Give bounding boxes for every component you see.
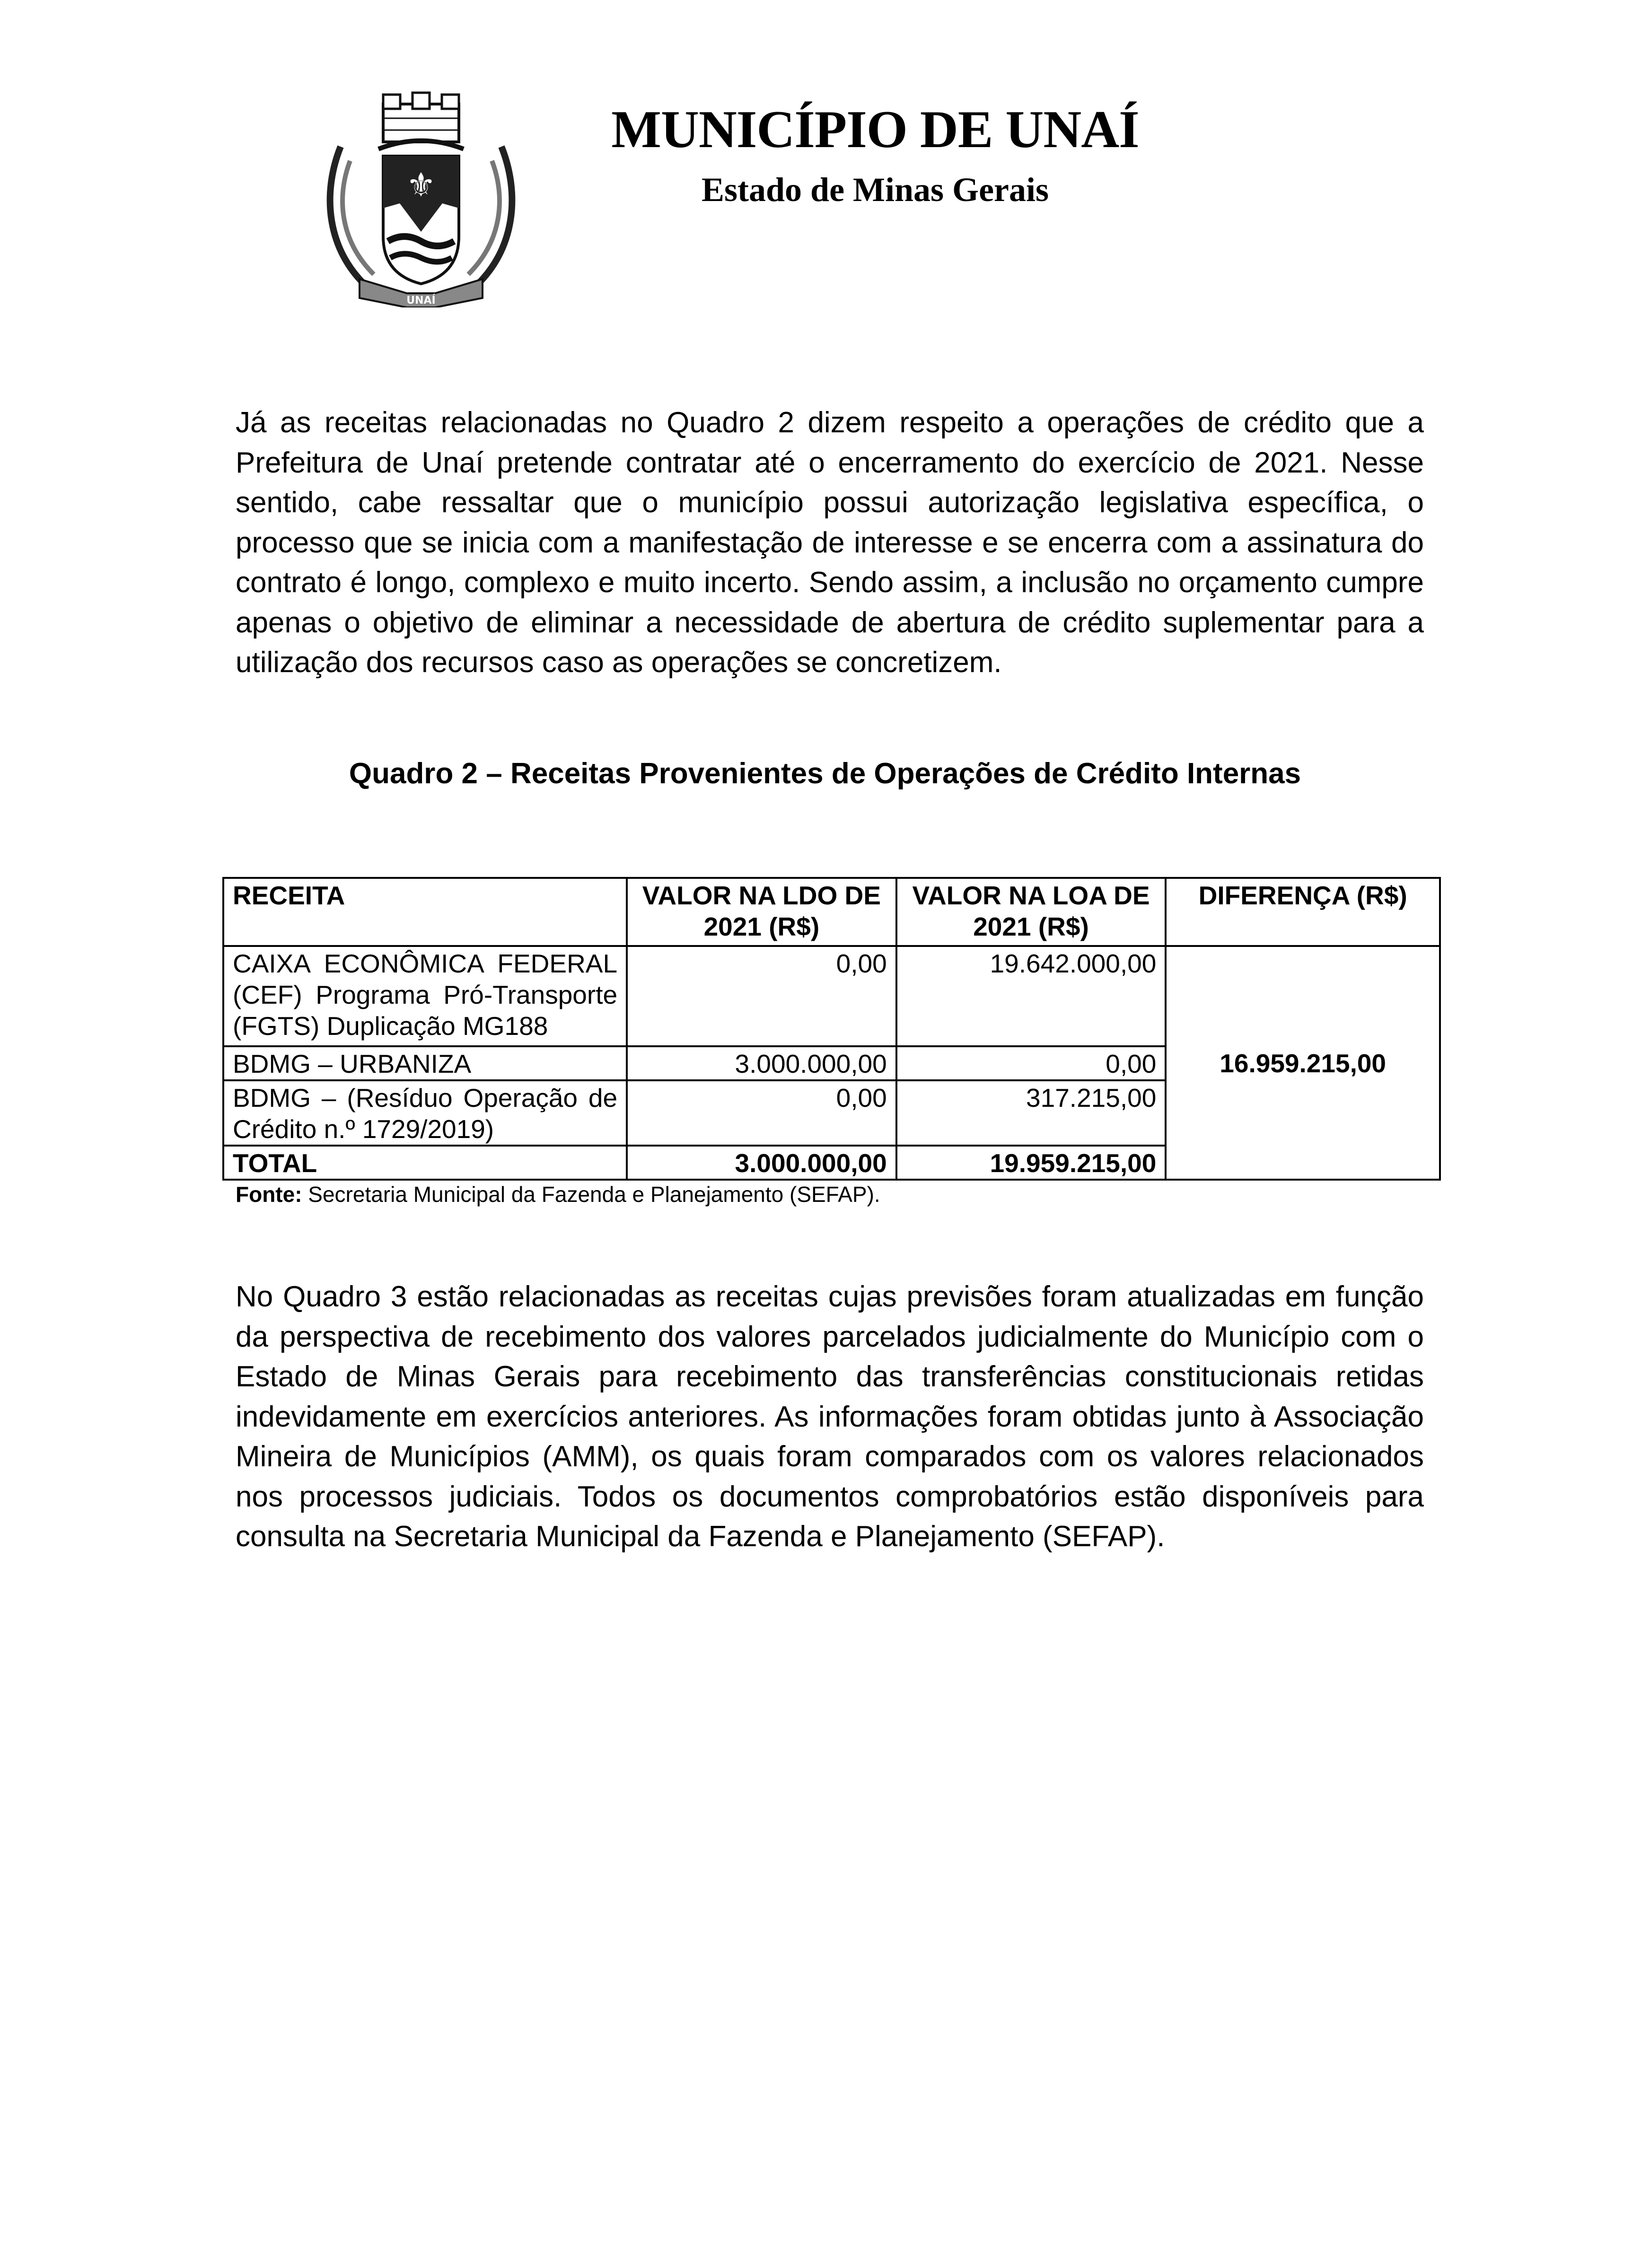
cell-ldo: 0,00 [627,1080,896,1146]
cell-ldo: 0,00 [627,946,896,1046]
cell-receita: CAIXA ECONÔMICA FEDERAL (CEF) Programa Pró-Transporte (FGTS) Duplicação MG188 [223,946,627,1046]
credit-operations-table [222,877,1441,1181]
letterhead [0,0,1650,331]
state-subtitle: Estado de Minas Gerais [701,171,1049,209]
cell-loa: 0,00 [896,1046,1166,1080]
cell-diferenca: 16.959.215,00 [1166,946,1440,1180]
col-header-diferenca: DIFERENÇA (R$) [1166,878,1440,946]
municipality-title: MUNICÍPIO DE UNAÍ [611,100,1139,159]
closing-paragraph: No Quadro 3 estão relacionadas as receitas cujas previsões foram atualizadas em função da perspectiva de recebimento dos valores parcelados judicialmente do Município com o Estado de Minas Gerais para recebimento das transferências constitucionais retidas indevidamente em exercícios anteriores. As informações foram obtidas junto à Associação Mineira de Municípios (AMM), os quais foram comparados com os valores relacionados nos processos judiciais. Todos os documentos comprobatórios estão disponíveis para consulta na Secretaria Municipal da Fazenda e Planejamento (SEFAP). [236,1280,1424,1553]
table-source [236,1182,880,1207]
table-row [223,946,1440,1046]
cell-total-ldo: 3.000.000,00 [627,1146,896,1180]
cell-ldo: 3.000.000,00 [627,1046,896,1080]
col-header-receita: RECEITA [223,878,627,946]
intro-paragraph: Já as receitas relacionadas no Quadro 2 dizem respeito a operações de crédito que a Prefeitura de Unaí pretende contratar até o encerramento do exercício de 2021. Nesse sentido, cabe ressaltar que o município possui autorização legislativa específica, o processo que se inicia com a manifestação de interesse e se encerra com a assinatura do contrato é longo, complexo e muito incerto. Sendo assim, a inclusão no orçamento cumpre apenas o objetivo de eliminar a necessidade de abertura de crédito suplementar para a utilização dos recursos caso as operações se concretizem. [236,406,1424,679]
crest-scroll-text: UNAÍ [406,295,436,306]
cell-total-loa: 19.959.215,00 [896,1146,1166,1180]
cell-receita: BDMG – (Resíduo Operação de Crédito n.º 1729/2019) [223,1080,627,1146]
cell-total-label: TOTAL [223,1146,627,1180]
cell-receita: BDMG – URBANIZA [223,1046,627,1080]
coat-of-arms-icon [312,90,530,307]
table-header-row [223,878,1440,946]
svg-text:⚜: ⚜ [406,166,436,204]
cell-loa: 317.215,00 [896,1080,1166,1146]
table-title: Quadro 2 – Receitas Provenientes de Operações de Crédito Internas [349,757,1301,790]
col-header-loa: VALOR NA LOA DE 2021 (R$) [896,878,1166,946]
source-text: Secretaria Municipal da Fazenda e Planejamento (SEFAP). [302,1182,880,1207]
col-header-ldo: VALOR NA LDO DE 2021 (R$) [627,878,896,946]
source-label: Fonte: [236,1182,302,1207]
cell-loa: 19.642.000,00 [896,946,1166,1046]
